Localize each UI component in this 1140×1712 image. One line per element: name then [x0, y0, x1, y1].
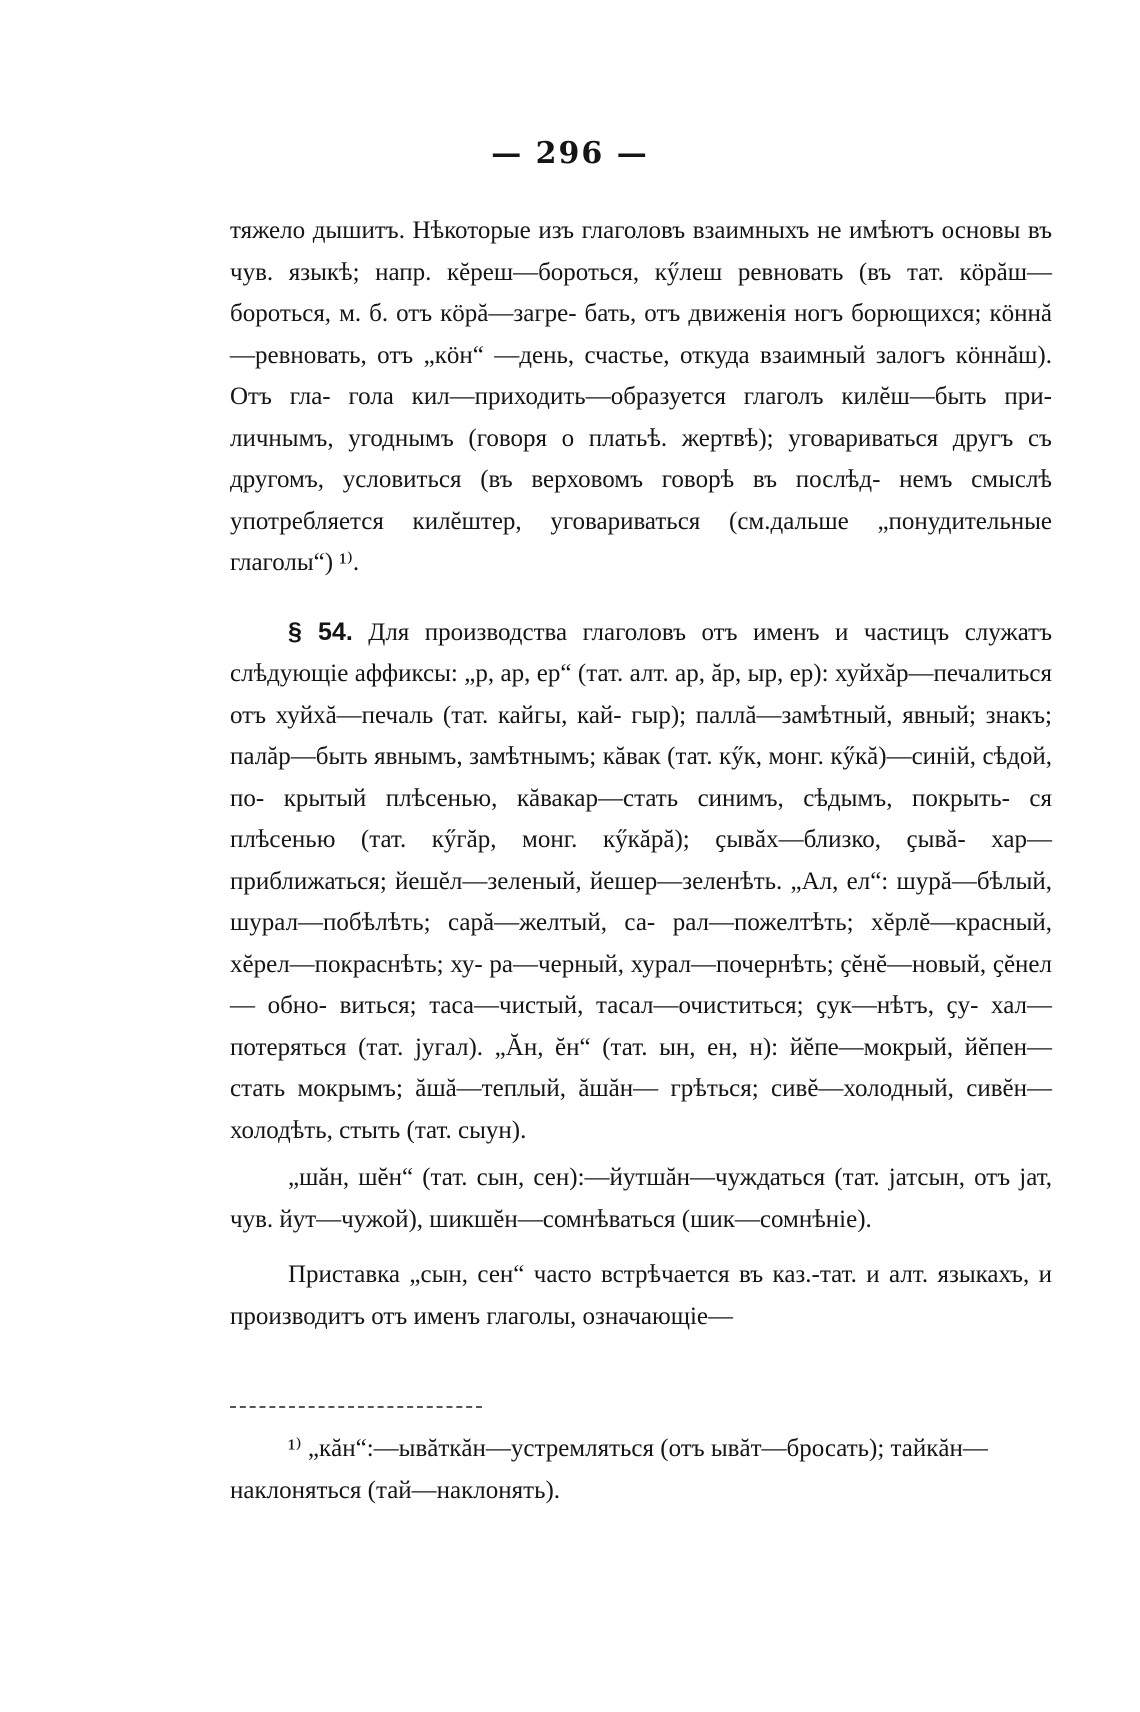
- text-line: Для производства глаголовъ отъ именъ и частицъ: [368, 618, 950, 646]
- text-line: служатъ слѣдующіе аффиксы: „р, ар, ер“ (тат. алт. ар, ăр, ыр,: [230, 618, 1053, 687]
- footnote-separator: [230, 1406, 482, 1408]
- footnote-line: тайкăн—наклоняться (тай—наклонять).: [230, 1435, 988, 1504]
- section-number: § 54.: [288, 617, 353, 646]
- text-line: ер): хуйхăр—печалиться отъ хуйхă—печаль (тат. кайгы, кай-: [230, 660, 1052, 729]
- text-line: гыр); паллă—замѣтный, явный; знакъ; палăр—быть явнымъ,: [230, 701, 1053, 770]
- text-line: јатсын, отъ јат, чув. йут—чужой), шикшĕн—сомнѣваться: [230, 1164, 1052, 1233]
- text-line: (шик—сомнѣніе).: [681, 1205, 872, 1233]
- text-line: личнымъ, угоднымъ (говоря о платьѣ. жертвѣ); уговариваться: [230, 424, 939, 452]
- text-line: ревновать (въ тат. кӧрăш—бороться, м. б. отъ кӧрă—загре-: [230, 258, 1053, 327]
- text-line: ра—черный, хурал—почернѣть; ҫĕнĕ—новый, ҫĕнел — обно-: [230, 950, 1053, 1019]
- text-line: виться; таса—чистый, тасал—очиститься; ҫук—нѣтъ, ҫу-: [339, 992, 979, 1019]
- text-line: хар—приближаться; йешĕл—зеленый, йешер—зеленѣть. „Ал,: [230, 826, 1053, 895]
- text-line: крытый плѣсенью, кăвакар—стать синимъ, сѣдымъ, покрыть-: [283, 784, 1010, 812]
- text-line: „понудительные глаголы“) ¹⁾.: [230, 507, 1053, 576]
- paragraph-prefix: [230, 1254, 1052, 1337]
- footnote: [230, 1428, 1052, 1511]
- text-line: гола кил—приходить—образуется глаголъ килĕш—быть при-: [348, 383, 1052, 410]
- text-line: тяжело дышитъ. Нѣкоторые изъ глаголовъ взаимныхъ не: [230, 217, 842, 244]
- text-line: хал—потеряться (тат. југал). „Ăн, ĕн“ (тат. ын, ен, н):: [230, 992, 1052, 1061]
- paragraph-shan: [230, 1157, 1052, 1240]
- text-line: замѣтнымъ; кăвак (тат. кӳк, монг. кӳкă)—синій, сѣдой, по-: [230, 743, 1053, 812]
- text-line: „кӧн“ —день, счастье, откуда взаимный залогъ кӧннăш). Отъ гла-: [230, 341, 1052, 410]
- text-line: Приставка „сын, сен“ часто встрѣчается въ каз.-тат. и: [288, 1261, 880, 1288]
- text-line: алт. языкахъ, и производитъ отъ именъ глаголы, означающіе—: [230, 1261, 1052, 1330]
- text-line: немъ смыслѣ употребляется килĕштер, уговариваться (см.дальше: [230, 466, 1052, 535]
- footnote-line: ¹⁾ „кăн“:—ывăткăн—устремляться (отъ ывăт—бросать);: [288, 1435, 885, 1462]
- paragraph-section-54: [230, 612, 1052, 1152]
- main-text: [230, 210, 1052, 1337]
- text-line: ел“: шурă—бѣлый, шурал—побѣлѣть; сарă—желтый, са-: [230, 867, 1053, 936]
- text-line: „шăн, шĕн“ (тат. сын, сен):—йутшăн—чуждаться (тат.: [288, 1164, 880, 1191]
- text-line: имѣютъ основы въ чув. языкѣ; напр. кĕреш—бороться, кӳлеш: [230, 217, 1053, 286]
- text-line: грѣться; сивĕ—холодный, сивĕн—холодѣть, стыть (тат. сыун).: [230, 1075, 1053, 1144]
- text-line: бать, отъ движенія ногъ борющихся; кӧннă—ревновать, отъ: [230, 300, 1053, 369]
- text-line: ся плѣсенью (тат. кӳгăр, монг. кӳкăрă); ҫывăх—близко, ҫывă-: [230, 784, 1053, 853]
- text-line: йĕпе—мокрый, йĕпен—стать мокрымъ; ăшă—теплый, ăшăн—: [230, 1033, 1053, 1102]
- page-number: — 296 —: [491, 136, 649, 171]
- paragraph-1: [230, 210, 1052, 584]
- text-line: рал—пожелтѣть; хĕрлĕ—красный, хĕрел—покраснѣть; ху-: [230, 909, 1052, 978]
- text-line: другъ съ другомъ, условиться (въ верховомъ говорѣ въ послѣд-: [230, 424, 1052, 493]
